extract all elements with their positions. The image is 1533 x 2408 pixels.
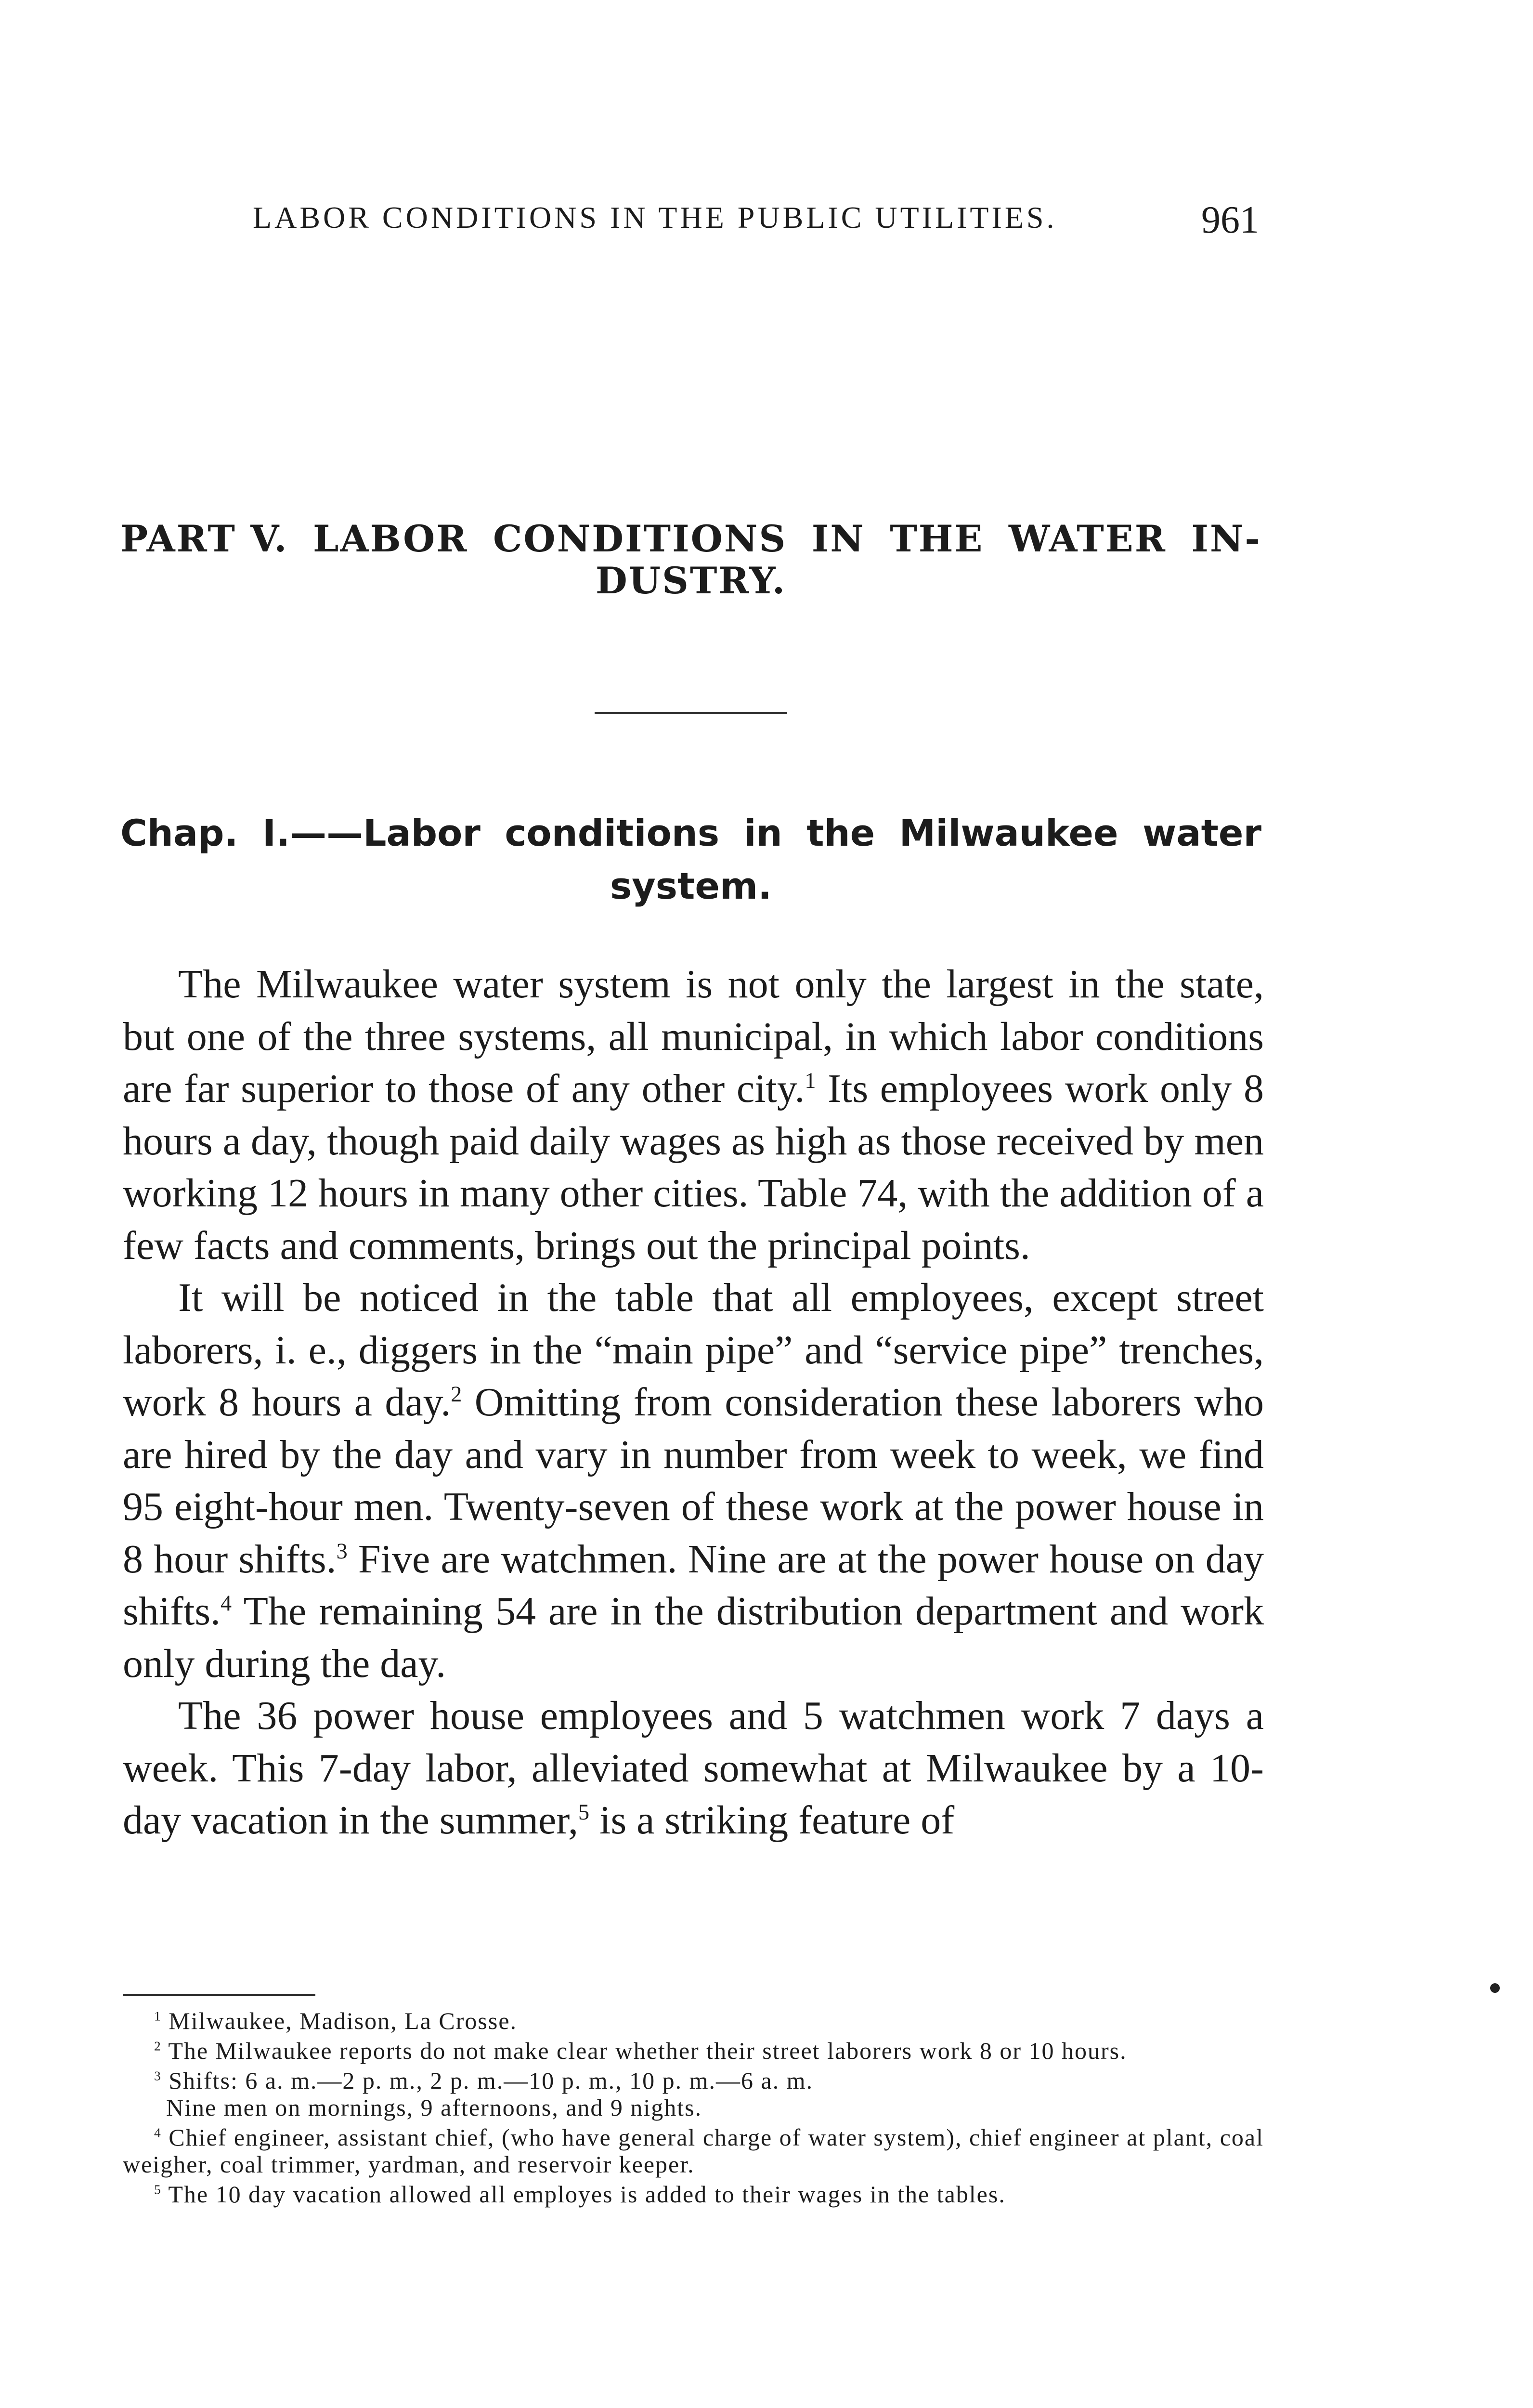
margin-mark — [1490, 1983, 1500, 1993]
part-heading-line-1 — [120, 518, 1261, 560]
footnote — [123, 2067, 1264, 2094]
text-run: is a striking feature of — [589, 1798, 955, 1843]
footnote-divider — [123, 1994, 315, 1996]
section-divider — [595, 712, 787, 714]
text-run: Five are watchmen. Nine are at the power house on day shifts. — [123, 1536, 1264, 1634]
footnote — [123, 2181, 1264, 2208]
text-run: The Milwaukee water system is not only the largest in the state, but one of the three systems, all municipal, in which labor conditions are far superior to those of any other city. — [123, 962, 1264, 1111]
footnote-mark: 1 — [154, 2008, 162, 2024]
part-label: PART V. — [120, 517, 288, 560]
paragraph — [123, 1690, 1264, 1847]
footnote — [123, 2124, 1264, 2178]
part-title-word: LABOR — [313, 517, 468, 560]
running-head: LABOR CONDITIONS IN THE PUBLIC UTILITIES. — [253, 200, 1057, 235]
footnote-ref: 1 — [805, 1068, 816, 1093]
paragraph — [123, 958, 1264, 1272]
text-run: Its employees work only 8 hours a day, though paid daily wages as high as those received by men working 12 hours in many other cities. Table 74, with the addition of a few facts and comments, brings out the principal points. — [123, 1066, 1264, 1268]
part-heading — [120, 518, 1261, 602]
footnote-mark: 5 — [154, 2182, 162, 2197]
footnote-ref: 3 — [336, 1538, 348, 1563]
footnote-mark: 3 — [154, 2068, 162, 2083]
page-number: 961 — [1201, 199, 1259, 241]
body-text — [123, 958, 1264, 1847]
footnote-text: Shifts: 6 a. m.—2 p. m., 2 p. m.—10 p. m., 10 p. m.—6 a. m. — [161, 2067, 814, 2094]
part-title-word: THE — [890, 517, 984, 560]
text-run: It will be noticed in the table that all employees, except street laborers, i. e., diggers in the “main pipe” and “service pipe” trenches, work 8 hours a day. — [123, 1275, 1264, 1425]
text-run: The remaining 54 are in the distribution department and work only during the day. — [123, 1589, 1264, 1686]
chapter-word: Chap. — [120, 811, 238, 854]
chapter-heading — [120, 807, 1261, 913]
footnote — [123, 2037, 1264, 2064]
footnote-ref: 2 — [451, 1382, 462, 1406]
part-title-word: WATER — [1008, 517, 1167, 560]
chapter-word: conditions — [505, 811, 720, 854]
footnote-mark: 2 — [154, 2038, 162, 2054]
chapter-word: I.——Labor — [262, 811, 481, 854]
part-title-word: IN — [811, 517, 865, 560]
chapter-word: in — [743, 811, 782, 854]
footnote-ref: 4 — [221, 1591, 232, 1615]
footnote — [123, 2007, 1264, 2034]
part-title-word: CONDITIONS — [493, 517, 787, 560]
footnote-text: Chief engineer, assistant chief, (who have general charge of water system), chief engineer at plant, coal weigher, coal trimmer, yardman, and reservoir keeper. — [123, 2124, 1264, 2178]
chapter-word: Milwaukee — [899, 811, 1118, 854]
footnote-mark: 4 — [154, 2125, 162, 2140]
chapter-word: the — [806, 811, 875, 854]
footnote-text: The Milwaukee reports do not make clear whether their street laborers work 8 or 10 hours. — [161, 2037, 1127, 2064]
footnote-text: Milwaukee, Madison, La Crosse. — [161, 2007, 518, 2034]
text-run: Omitting from consideration these laborers who are hired by the day and vary in number from week to week, we find 95 eight-hour men. Twenty-seven of these work at the power house in 8 hour shifts. — [123, 1380, 1264, 1582]
part-heading-line-2: DUSTRY. — [595, 559, 787, 602]
text-run: The 36 power house employees and 5 watchmen work 7 days a week. This 7-day labor, alleviated somewhat at Milwaukee by a 10-day vacation in the summer, — [123, 1693, 1264, 1843]
footnote-continuation: Nine men on mornings, 9 afternoons, and 9 nights. — [166, 2094, 702, 2121]
chapter-heading-line-2: system. — [610, 864, 772, 908]
chapter-word: water — [1143, 811, 1261, 854]
paragraph — [123, 1272, 1264, 1690]
footnote-text: The 10 day vacation allowed all employes is added to their wages in the tables. — [161, 2181, 1006, 2208]
part-title-word: IN- — [1191, 517, 1261, 560]
footnote-ref: 5 — [578, 1800, 590, 1824]
chapter-heading-line-1 — [120, 807, 1261, 860]
footnotes — [123, 2007, 1264, 2211]
